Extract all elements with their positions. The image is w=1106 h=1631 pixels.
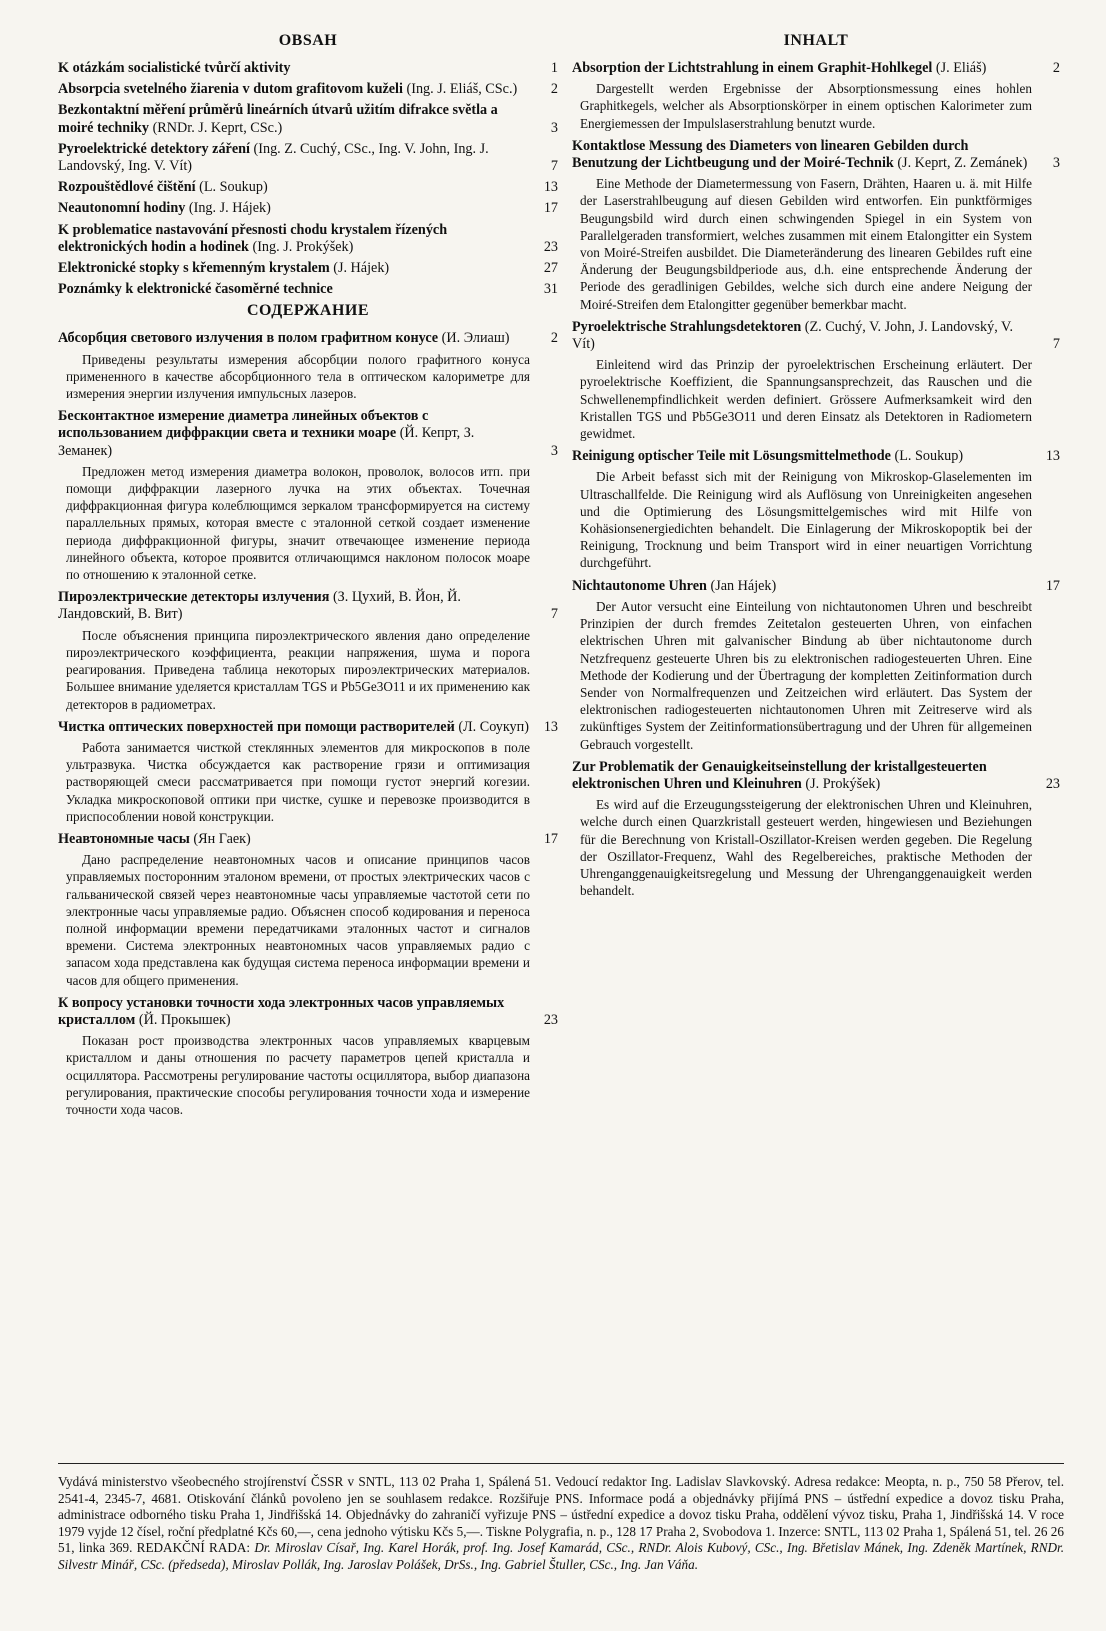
page-number: 7 xyxy=(550,606,558,623)
article-title: Kontaktlose Messung des Diameters von linearen Gebilden durch Benutzung der Lichtbeugung und der Moiré-Technik xyxy=(572,137,969,172)
toc-entry xyxy=(572,138,1060,313)
toc-entry-heading xyxy=(58,141,558,175)
toc-entry xyxy=(58,200,558,217)
toc-entry xyxy=(58,179,558,196)
toc-entry-text xyxy=(58,60,536,77)
page-number: 1 xyxy=(550,60,558,76)
toc-entry xyxy=(58,330,558,402)
article-title: Pyroelektrické detektory záření xyxy=(58,140,250,157)
article-title: Абсорбция светового излучения в полом графитном конусе xyxy=(58,330,439,347)
page-number: 2 xyxy=(1052,60,1060,76)
soderzhanie-list xyxy=(58,330,558,1118)
article-author: (L. Soukup) xyxy=(894,448,964,465)
article-author: (Ing. J. Hájek) xyxy=(188,200,271,217)
inhalt-title: INHALT xyxy=(783,32,849,49)
page-number: 13 xyxy=(543,179,558,196)
page-number: 17 xyxy=(543,200,558,217)
toc-entry xyxy=(58,281,558,298)
toc-entry-text xyxy=(572,448,1038,465)
toc-entry xyxy=(58,60,558,77)
toc-entry-text xyxy=(58,200,536,217)
toc-entry xyxy=(572,759,1060,900)
article-author: (Ing. J. Prokýšek) xyxy=(252,238,354,255)
toc-entry xyxy=(58,831,558,989)
article-author: (Ing. Z. Cuchý, CSc., Ing. V. John, Ing. J. Landovský, Ing. V. Vít) xyxy=(58,140,489,175)
toc-entry-heading xyxy=(58,831,558,848)
toc-entry xyxy=(572,60,1060,132)
toc-entry xyxy=(58,260,558,277)
toc-entry-heading xyxy=(572,138,1060,172)
article-abstract: Работа занимается чисткой стеклянных элементов для микроскопов в поле ультразвука. Чистка обсуждается как растворение грязи и оптимизация растворяющей смеси рассматривается при помощи густот энергий когезии. Укладка микроскоповой оптики при чистке, сушке и перевозке производится в приспособлении новой конструкции. xyxy=(66,739,530,824)
article-author: (J. Hájek) xyxy=(333,260,390,277)
toc-entry-heading xyxy=(58,102,558,136)
page-number: 17 xyxy=(1045,577,1060,594)
page-number: 13 xyxy=(543,718,558,735)
article-title: Reinigung optischer Teile mit Lösungsmittelmethode xyxy=(572,448,891,465)
editorial-board-members: Dr. Miroslav Císař, Ing. Karel Horák, prof. Ing. Josef Kamarád, CSc., RNDr. Alois Kubový, CSc., Ing. Břetislav Mánek, Ing. Zdeněk Martínek, RNDr. Silvestr Minář, CSc. (předseda), Miroslav Pollák, Ing. Jaroslav Polášek, DrSs., Ing. Gabriel Štuller, CSc., Ing. Jan Váňa. xyxy=(58,1540,1065,1572)
article-title: K otázkám socialistické tvůrčí aktivity xyxy=(58,60,291,76)
obsah-list xyxy=(58,60,558,298)
toc-entry-text xyxy=(58,719,536,736)
page-number: 7 xyxy=(550,158,558,175)
toc-entry-text xyxy=(572,319,1038,353)
toc-entry xyxy=(58,408,558,583)
page-number: 23 xyxy=(1045,775,1060,792)
article-author: (Л. Соукуп) xyxy=(458,718,529,735)
article-abstract: Показан рост производства электронных часов управляемых кварцевым кристаллом и даны отношения по расчету параметров цепей кристалла и осциллятора. Рассмотрены регулирование частоты осциллятора, выбор диапазона регулирования, практические способы регулирования точности хода и измерение точности хода часов. xyxy=(66,1033,530,1117)
toc-entry-text xyxy=(58,260,536,277)
toc-entry-text xyxy=(58,995,536,1029)
page-number: 23 xyxy=(543,1011,558,1028)
page-number: 3 xyxy=(550,119,558,136)
article-title: Пироэлектрические детекторы излучения xyxy=(58,589,330,606)
article-title: K problematice nastavování přesnosti chodu krystalem řízených elektronických hodin a hodinek xyxy=(58,221,448,255)
imprint xyxy=(58,1474,1064,1574)
obsah-title: OBSAH xyxy=(278,32,338,49)
article-title: Bezkontaktní měření průměrů lineárních útvarů užitím difrakce světla a moiré techniky xyxy=(58,102,498,136)
editorial-board-label: REDAKČNÍ RADA: xyxy=(136,1540,251,1556)
toc-entry xyxy=(58,141,558,175)
article-title: Rozpouštědlové čištění xyxy=(58,179,196,196)
toc-entry xyxy=(58,81,558,98)
toc-entry xyxy=(572,319,1060,442)
article-title: Absorption der Lichtstrahlung in einem Graphit-Hohlkegel xyxy=(572,60,933,76)
imprint-text: Vydává ministerstvo všeobecného strojírenství ČSSR v SNTL, 113 02 Praha 1, Spálená 51. Vedoucí redaktor Ing. Ladislav Slavkovský. Adresa redakce: Meopta, n. p., 750 58 Přerov, tel. 2541-4, 2345-7, 4681. Otiskování článků povoleno jen se souhlasem redakce. Rozšiřuje PNS. Informace podá a objednávky přijímá PNS – ústřední expedice a dovoz tisku Praha, administrace odborného tisku Praha 1, Jindřišská 14. Objednávky do zahraničí vyřizuje PNS – ústřední expedice a dovoz tisku Praha, oddělení vývoz tisku, Praha 1, Jindřišská 14. V roce 1979 vyjde 12 čísel, roční předplatné Kčs 60,—, cena jednoho výtisku Kčs 5,—. Tiskne Polygrafia, n. p., 128 17 Praha 2, Svobodova 1. Inzerce: SNTL, 113 02 Praha 1, Spálená 51, tel. 26 26 51, linka 369. xyxy=(58,1474,1064,1556)
toc-entry-heading xyxy=(572,319,1060,353)
toc-entry-heading xyxy=(58,281,558,298)
toc-entry-text xyxy=(58,330,536,347)
article-author: (L. Soukup) xyxy=(199,179,268,196)
footer-divider xyxy=(58,1463,1064,1464)
article-author: (Z. Cuchý, V. John, J. Landovský, V. Vít) xyxy=(572,318,1013,353)
article-author: (J. Eliáš) xyxy=(935,60,987,76)
article-author: (Ing. J. Eliáš, CSc.) xyxy=(406,81,518,98)
article-title: Neautonomní hodiny xyxy=(58,200,186,217)
article-title: Бесконтактное измерение диаметра линейных объектов с использованием диффракции света и техники моаре xyxy=(58,408,429,442)
inhalt-list xyxy=(572,60,1060,899)
article-title: Zur Problematik der Genauigkeitseinstellung der kristallgesteuerten elektronischen Uhren und Kleinuhren xyxy=(572,758,987,792)
toc-entry-text xyxy=(58,831,536,848)
article-author: (И. Элиаш) xyxy=(441,330,510,347)
page-number: 23 xyxy=(543,238,558,255)
toc-entry-heading xyxy=(572,578,1060,595)
article-title: Чистка оптических поверхностей при помощи растворителей xyxy=(58,718,455,735)
article-author: (RNDr. J. Keprt, CSc.) xyxy=(152,119,283,136)
right-column xyxy=(572,28,1060,905)
toc-entry xyxy=(58,222,558,256)
article-title: К вопросу установки точности хода электронных часов управляемых кристаллом xyxy=(58,994,505,1028)
toc-entry-heading xyxy=(58,330,558,347)
page-number: 13 xyxy=(1045,448,1060,465)
article-abstract: Eine Methode der Diametermessung von Fasern, Drähten, Haaren u. ä. mit Hilfe der Laserstrahlbeugung auf diesen Gebilden wird entworfen. Ein punktförmiges Beugungsbild wird durch einen schwingenden Spiegel in ein System von Parallelgeraden transformiert, welches zusammen mit einem Etalongitter ein System von Moiré-Streifen ausbildet. Die Diameteränderung des linearen Gebildes ruft eine Änderung der Beugungsbildperiode aus, d.h. eine entsprechende Änderung der Periode des geradlinigen Gebildes, welche sich durch eine andere Neigung der Moiré-Streifen dem Etalongitter gegenüber bemerkbar macht. xyxy=(580,176,1032,312)
article-title: Неавтономные часы xyxy=(58,830,190,847)
article-abstract: Es wird auf die Erzeugungssteigerung der elektronischen Uhren und Kleinuhren, welche durch einen Quarzkristall gesteuert werden, hingewiesen und Beziehungen für die Berechnung von Kristall-Oszillator-Kreisen werden gegeben. Die Regelung der Oszillator-Frequenz, Wahl des Regelbereiches, praktische Methoden der Uhrenganggenauigkeitsregelung und Messung der Uhrenganggenauigkeit werden behandelt. xyxy=(580,797,1032,899)
toc-entry-heading xyxy=(572,448,1060,465)
toc-entry-text xyxy=(572,60,1038,77)
toc-entry-text xyxy=(58,589,536,623)
toc-entry-text xyxy=(58,102,536,136)
page-number: 2 xyxy=(550,330,558,347)
article-title: Poznámky k elektronické časoměrné technice xyxy=(58,281,333,298)
article-author: (Jan Hájek) xyxy=(710,577,777,594)
toc-entry xyxy=(572,448,1060,571)
soderzhanie-title: СОДЕРЖАНИЕ xyxy=(246,302,370,320)
article-title: Nichtautonome Uhren xyxy=(572,577,707,594)
article-title: Pyroelektrische Strahlungsdetektoren xyxy=(572,318,802,335)
article-author: (Й. Прокышек) xyxy=(138,1011,231,1028)
toc-entry-heading xyxy=(58,995,558,1029)
toc-entry-text xyxy=(58,141,536,175)
article-abstract: Der Autor versucht eine Einteilung von nichtautonomen Uhren und beschreibt Prinzipien der durch fremdes Zeitetalon gesteuerten Uhren, von einfachen elektrischen Uhren mit galvanischer Bindung ab über nichtautonome durch Netzfrequenz gesteuerte Uhren bis zu elektronischen radiogesteuerten Uhren. Eine Methode der Kodierung und der Übertragung der kompletten Zeitinformation durch Sender von Normalfrequenzen und Zeitzeichen wird erläutert. Das System der elektronischen radiogesteuerten nichtautonomen Uhren mit Zeitreserve wird als zukünftiges System der Zeitinformationsübertragung und der Uhren für allgemeinen Gebrauch vorgestellt. xyxy=(580,598,1032,752)
toc-entry-heading xyxy=(58,60,558,77)
article-abstract: Einleitend wird das Prinzip der pyroelektrischen Erscheinung erläutert. Der pyroelektrische Koeffizient, die Spannungsansprechzeit, das Rauschen und die Schwellenempfindlichkeit werden definiert. Grössere Aufmerksamkeit wird den Kristallen TGS und Pb5Ge3O11 und deren Einsatz als Detektoren in Radiometern gewidmet. xyxy=(580,357,1032,442)
toc-entry-text xyxy=(58,281,536,298)
toc-entry-heading xyxy=(58,719,558,736)
soderzhanie-section xyxy=(58,302,558,1118)
page-number: 17 xyxy=(543,830,558,847)
obsah-section xyxy=(58,32,558,298)
toc-entry-heading xyxy=(58,408,558,460)
article-author: (J. Prokýšek) xyxy=(805,775,881,792)
page-number: 2 xyxy=(550,81,558,98)
article-author: (Ян Гаек) xyxy=(193,830,251,847)
article-abstract: Dargestellt werden Ergebnisse der Absorptionsmessung eines hohlen Graphitkegels, welcher als Absorptionskörper in einem optischen Kalorimeter zum Energiemessen der Impulslaserstrahlung benutzt wurde. xyxy=(580,81,1032,131)
toc-entry xyxy=(572,578,1060,753)
article-title: Elektronické stopky s křemenným krystalem xyxy=(58,260,330,277)
article-abstract: Die Arbeit befasst sich mit der Reinigung von Mikroskop-Glaselementen im Ultraschallfelde. Die Reinigung wird als Auflösung von Unreinigkeiten angesehen und die Optimierung des Lösungsmittelgemisches wird mit Hilfe von Kohäsionsenergiedichten behandelt. Die Einlagerung der Mikroskopoptik bei der Reinigung, Trocknung und beim Transport wird in einer neuartigen Vorrichtung durchgeführt. xyxy=(580,469,1032,571)
article-author: (J. Keprt, Z. Zemánek) xyxy=(897,155,1028,172)
article-author: (Й. Кепрт, З. Земанек) xyxy=(58,425,475,459)
toc-entry xyxy=(58,102,558,136)
page-number: 27 xyxy=(543,260,558,277)
toc-entry xyxy=(58,589,558,712)
article-author: (З. Цухий, В. Йон, Й. Ландовский, В. Вит) xyxy=(58,589,461,623)
article-abstract: Предложен метод измерения диаметра волокон, проволок, волосов итп. при помощи диффракции лазерного лучка на этих объектах. Точечная диффракционная фигура колеблющимся зеркалом трансформируется на систему параллельных прямых, которая вместе с эталонной сеткой создает изменение периода диффракционной фигуры, значит отвечающее изменение периода линейного объекта, которое проявится отличающимся наклоном полосок моаре по отношению к эталонной сетке. xyxy=(66,463,530,583)
toc-entry-heading xyxy=(572,759,1060,793)
toc-entry-text xyxy=(58,222,536,256)
page-number: 3 xyxy=(550,442,558,459)
toc-entry-heading xyxy=(58,81,558,98)
left-column xyxy=(58,28,558,1124)
page-number: 7 xyxy=(1052,336,1060,353)
page-number: 3 xyxy=(1052,155,1060,172)
article-abstract: Дано распределение неавтономных часов и описание принципов часов управляемых посторонним эталоном времени, от простых электрических часов с гальванической связей через неавтономные часы управляемые частотой сети по электронные часы управляемые радио. Объяснен способ кодирования и переноса полной информации времени передатчиками эталонных частот и сигналов времени. Система электронных неавтономных часов управляемых радио с запасом хода представлена как будущая система переноса информации времени и часов для общего применения. xyxy=(66,852,530,988)
toc-entry-heading xyxy=(58,589,558,623)
toc-entry-heading xyxy=(58,260,558,277)
toc-entry-text xyxy=(572,759,1038,793)
toc-entry-heading xyxy=(572,60,1060,77)
article-title: Absorpcia svetelného žiarenia v dutom grafitovom kuželi xyxy=(58,81,403,98)
toc-entry-heading xyxy=(58,200,558,217)
toc-entry-text xyxy=(58,81,536,98)
article-abstract: Приведены результаты измерения абсорбции полого графитного конуса примененного в качестве абсорбционного тела в оптическом калориметре для измерения энергии излучения импульсных лазеров. xyxy=(66,351,530,402)
toc-entry xyxy=(58,719,558,825)
toc-entry-text xyxy=(58,408,536,460)
toc-entry-text xyxy=(58,179,536,196)
toc-entry-text xyxy=(572,138,1038,172)
inhalt-section xyxy=(572,32,1060,899)
toc-entry-text xyxy=(572,578,1038,595)
toc-entry-heading xyxy=(58,222,558,256)
toc-entry-heading xyxy=(58,179,558,196)
toc-entry xyxy=(58,995,558,1118)
page-number: 31 xyxy=(543,281,558,298)
article-abstract: После объяснения принципа пироэлектрического явления дано определение пироэлектрического коэффициента, реакции напряжения, шума и порога реагирования. Приведена таблица некоторых пироэлектрических материалов. Большее внимание уделяется кристаллам TGS и Pb5Ge3O11 и их применению как детекторов в радиометрах. xyxy=(66,627,530,712)
